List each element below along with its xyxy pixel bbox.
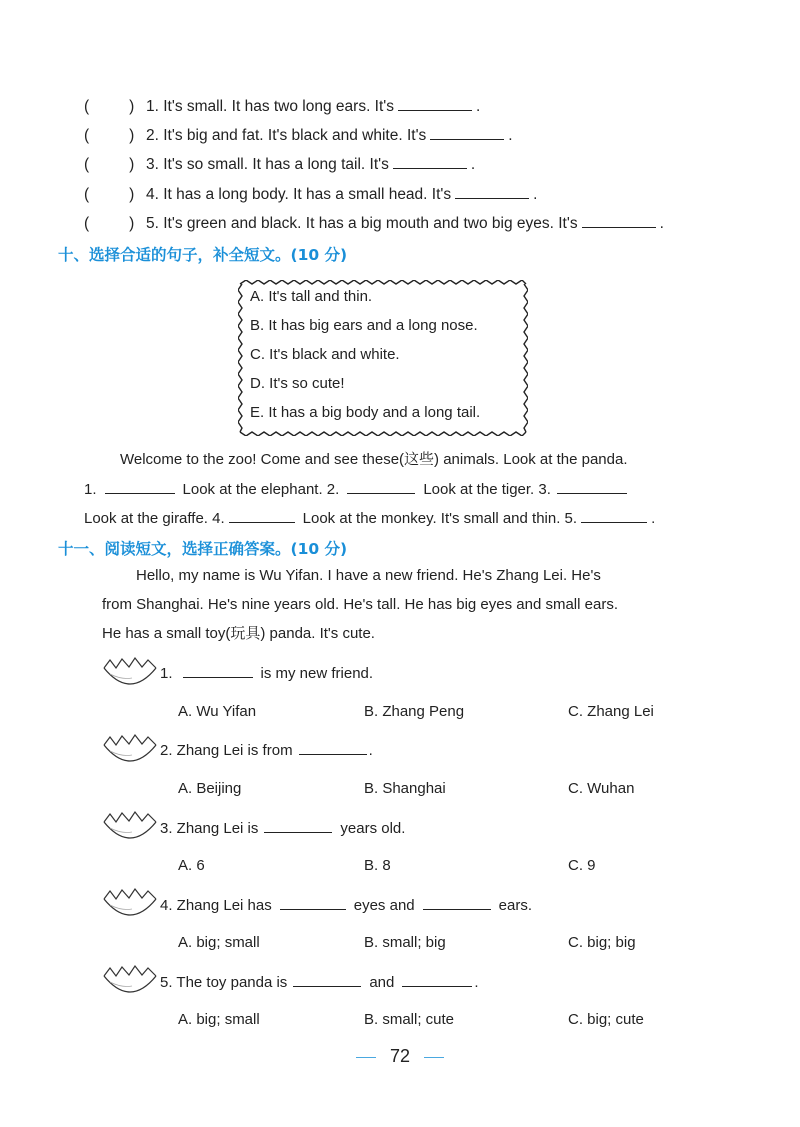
match-item-5: ( ) 5. It's green and black. It has a big mouth and two big eyes. It's . xyxy=(84,215,664,232)
item-number: 4. xyxy=(146,186,159,203)
option-c: C. It's black and white. xyxy=(250,346,400,363)
q5-option-a[interactable]: A. big; small xyxy=(178,1011,260,1028)
passage-line-1: Welcome to the zoo! Come and see these(这些) animals. Look at the panda. xyxy=(120,451,628,468)
blank-4[interactable] xyxy=(229,508,295,523)
item-text: It has a long body. It has a small head. It's xyxy=(163,186,452,203)
divider xyxy=(424,1057,444,1058)
answer-bowl-icon[interactable] xyxy=(102,733,158,769)
answer-bowl-icon[interactable] xyxy=(102,887,158,923)
answer-bowl-icon[interactable] xyxy=(102,810,158,846)
q2-blank[interactable] xyxy=(299,740,367,755)
q1-blank[interactable] xyxy=(183,663,253,678)
q3-blank[interactable] xyxy=(264,818,332,833)
match-item-4: ( ) 4. It has a long body. It has a small head. It's . xyxy=(84,186,538,203)
match-item-2: ( ) 2. It's big and fat. It's black and white. It's . xyxy=(84,127,513,144)
answer-blank[interactable] xyxy=(393,154,467,169)
blank-5[interactable] xyxy=(581,508,647,523)
question-5: 5. The toy panda is and . xyxy=(160,974,479,991)
q5-blank-2[interactable] xyxy=(402,972,472,987)
q3-option-b[interactable]: B. 8 xyxy=(364,857,391,874)
match-item-1: ( ) 1. It's small. It has two long ears. It's . xyxy=(84,98,481,115)
item-text: It's green and black. It has a big mouth and two big eyes. It's xyxy=(163,215,578,232)
q1-option-c[interactable]: C. Zhang Lei xyxy=(568,703,654,720)
q5-blank-1[interactable] xyxy=(293,972,361,987)
q4-option-c[interactable]: C. big; big xyxy=(568,934,636,951)
reading-line-1: Hello, my name is Wu Yifan. I have a new friend. He's Zhang Lei. He's xyxy=(136,567,601,584)
passage-line-3: Look at the giraffe. 4. Look at the monkey. It's small and thin. 5. . xyxy=(84,510,656,527)
q4-blank-2[interactable] xyxy=(423,895,491,910)
options-box xyxy=(238,280,528,436)
q1-option-a[interactable]: A. Wu Yifan xyxy=(178,703,257,720)
blank-3[interactable] xyxy=(557,479,627,494)
q2-option-b[interactable]: B. Shanghai xyxy=(364,780,446,797)
q5-option-c[interactable]: C. big; cute xyxy=(568,1011,644,1028)
question-2: 2. Zhang Lei is from . xyxy=(160,742,373,759)
item-number: 3. xyxy=(146,156,159,173)
q1-option-b[interactable]: B. Zhang Peng xyxy=(364,703,465,720)
blank-1[interactable] xyxy=(105,479,175,494)
q4-blank-1[interactable] xyxy=(280,895,346,910)
question-4: 4. Zhang Lei has eyes and ears. xyxy=(160,897,532,914)
q3-option-a[interactable]: A. 6 xyxy=(178,857,205,874)
section-11-title: 十一、阅读短文，选择正确答案。(10 分) xyxy=(58,540,348,558)
question-3: 3. Zhang Lei is years old. xyxy=(160,820,406,837)
divider xyxy=(356,1057,376,1058)
q4-option-b[interactable]: B. small; big xyxy=(364,934,446,951)
q5-option-b[interactable]: B. small; cute xyxy=(364,1011,455,1028)
answer-blank[interactable] xyxy=(430,125,504,140)
passage-line-2: 1. Look at the elephant. 2. Look at the tiger. 3. xyxy=(84,479,627,500)
match-item-3: ( ) 3. It's so small. It has a long tail. It's . xyxy=(84,156,476,173)
section-10-title: 十、选择合适的句子，补全短文。(10 分) xyxy=(58,246,348,264)
answer-bowl-icon[interactable] xyxy=(102,964,158,1000)
item-text: It's small. It has two long ears. It's xyxy=(163,98,395,115)
item-number: 5. xyxy=(146,215,159,232)
q2-option-c[interactable]: C. Wuhan xyxy=(568,780,635,797)
q4-option-a[interactable]: A. big; small xyxy=(178,934,260,951)
question-1: 1. is my new friend. xyxy=(160,665,374,682)
blank-2[interactable] xyxy=(347,479,415,494)
option-b: B. It has big ears and a long nose. xyxy=(250,317,478,334)
answer-blank[interactable] xyxy=(455,184,529,199)
answer-blank[interactable] xyxy=(582,213,656,228)
option-e: E. It has a big body and a long tail. xyxy=(250,404,481,421)
reading-line-2: from Shanghai. He's nine years old. He's tall. He has big eyes and small ears. xyxy=(102,596,618,613)
item-text: It's so small. It has a long tail. It's xyxy=(163,156,389,173)
option-d: D. It's so cute! xyxy=(250,375,345,392)
option-a: A. It's tall and thin. xyxy=(250,288,373,305)
item-number: 1. xyxy=(146,98,159,115)
q2-option-a[interactable]: A. Beijing xyxy=(178,780,242,797)
answer-blank[interactable] xyxy=(398,96,472,111)
item-number: 2. xyxy=(146,127,159,144)
q3-option-c[interactable]: C. 9 xyxy=(568,857,596,874)
item-text: It's big and fat. It's black and white. It's xyxy=(163,127,427,144)
reading-line-3: He has a small toy(玩具) panda. It's cute. xyxy=(102,625,375,642)
answer-bowl-icon[interactable] xyxy=(102,656,158,692)
page-number: 72 xyxy=(0,1046,800,1067)
